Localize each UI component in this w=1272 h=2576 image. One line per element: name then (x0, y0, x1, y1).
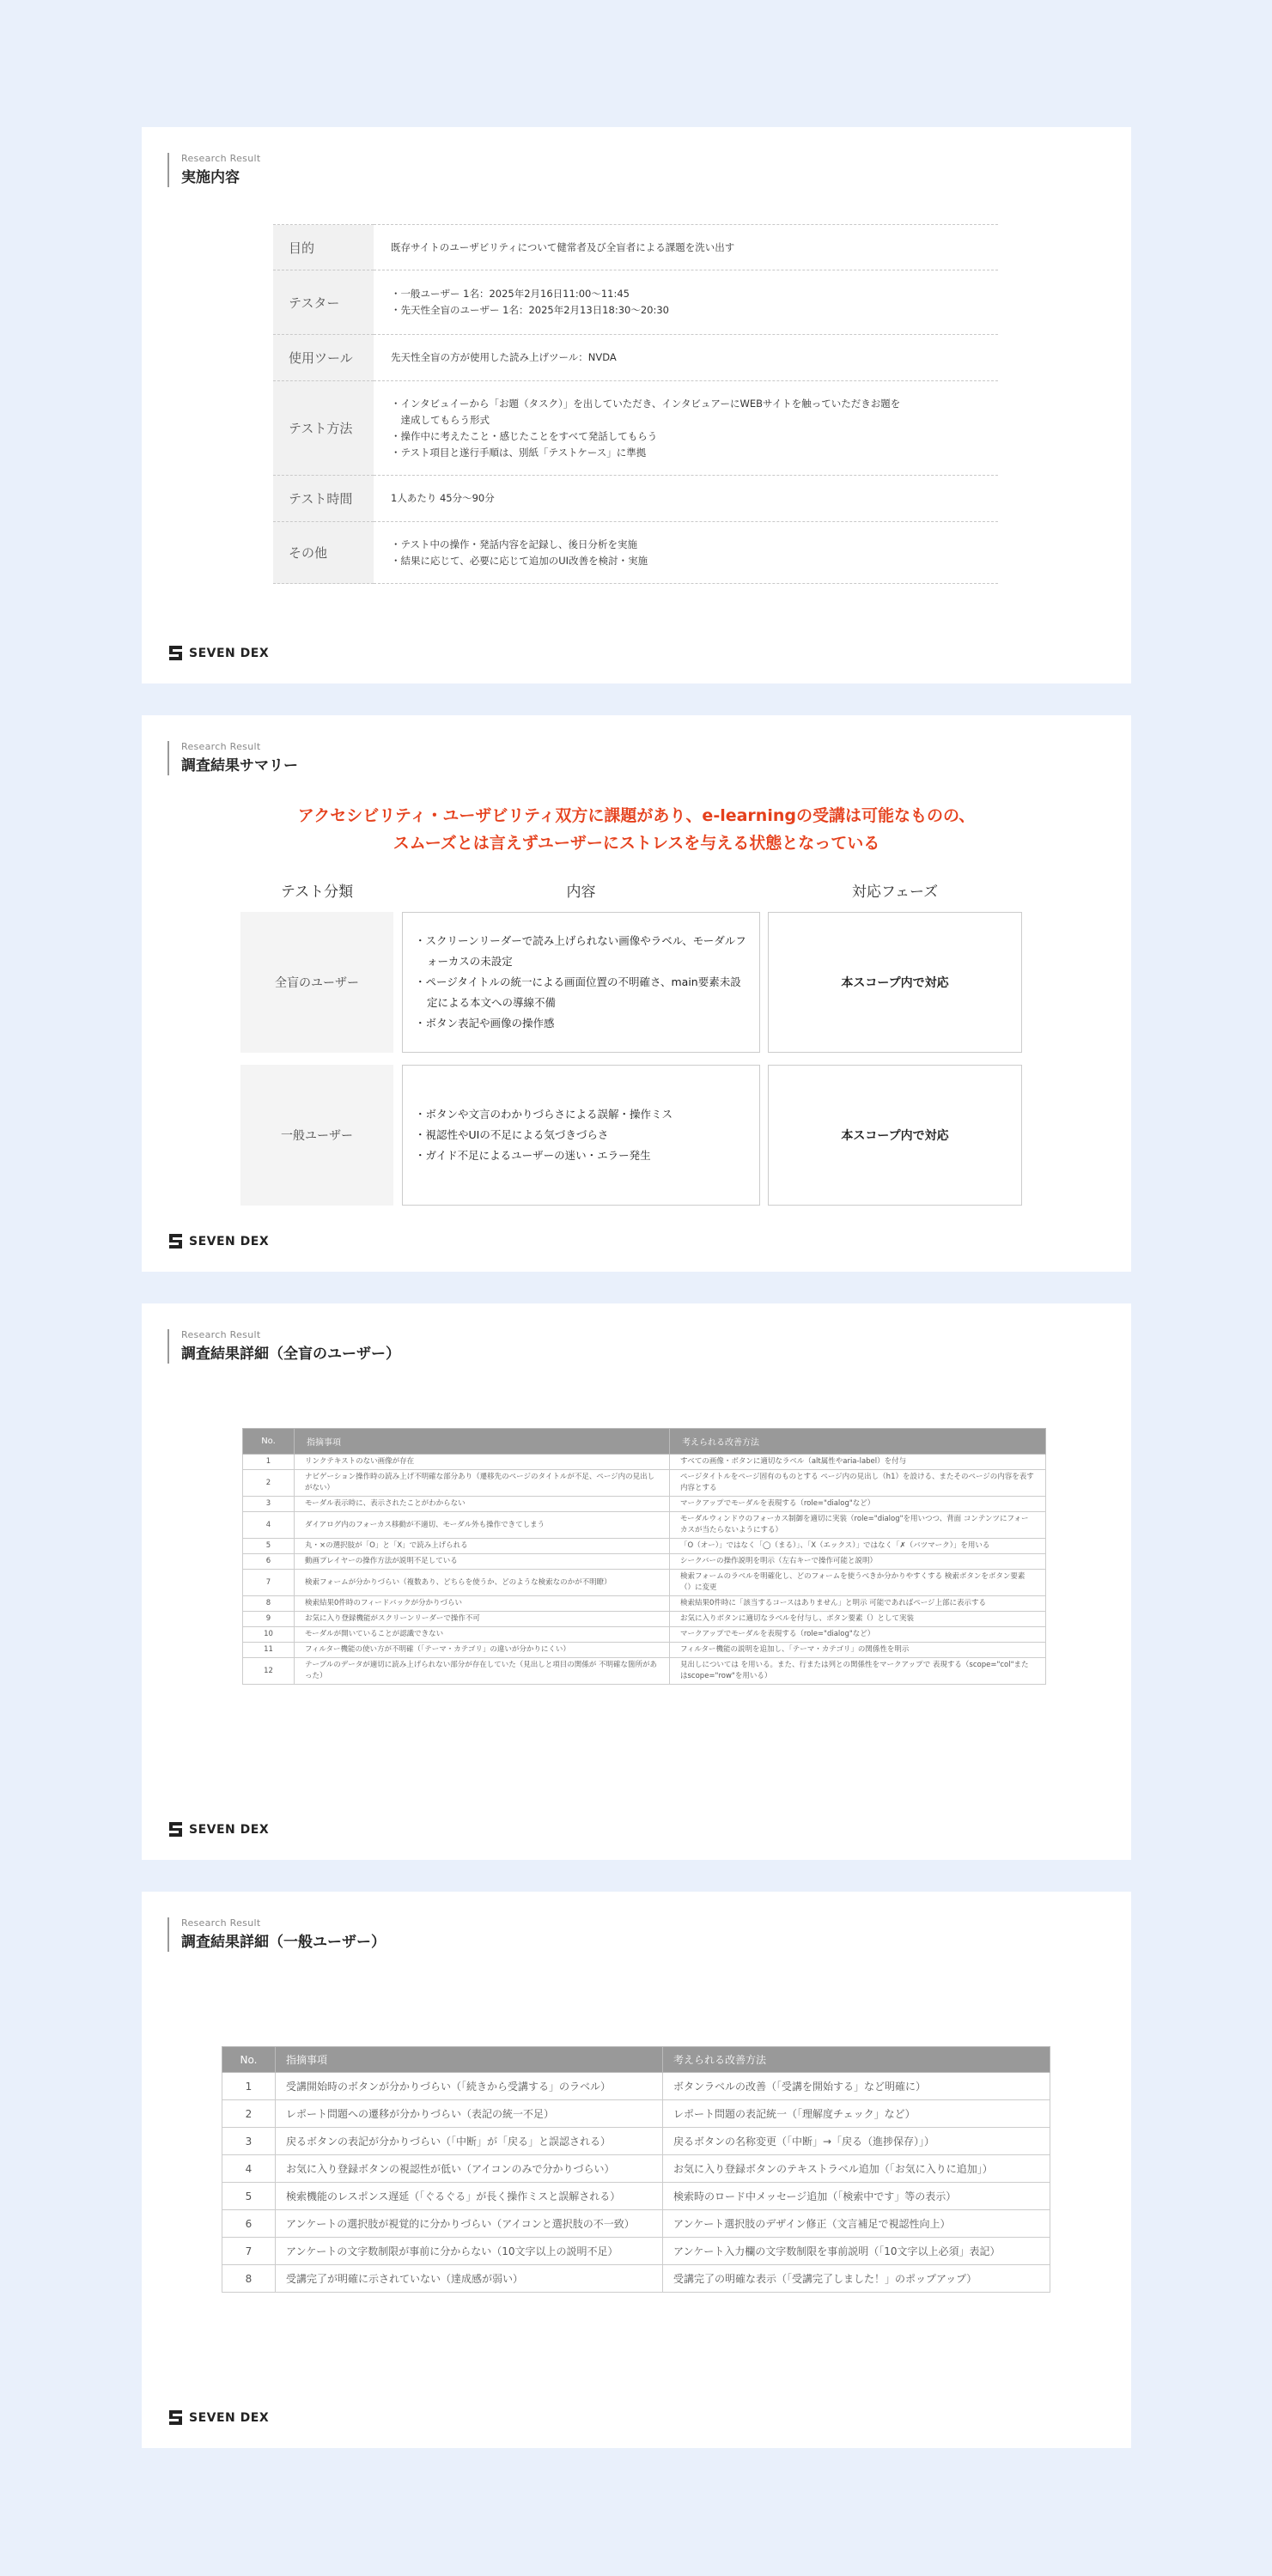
slide-title: 実施内容 (181, 169, 240, 186)
improvement-cell: 検索時のロード中メッセージ追加（「検索中です」等の表示） (663, 2183, 1050, 2210)
slide-subtitle: Research Result (181, 1917, 261, 1929)
list-item: ・視認性やUIの不足による気づきづらさ (415, 1128, 609, 1141)
row-number: 2 (243, 1470, 295, 1497)
row-line: ・先天性全盲のユーザー 1名：2025年2月13日18:30〜20:30 (391, 304, 669, 316)
row-number: 5 (243, 1539, 295, 1554)
category-blind-user: 全盲のユーザー (240, 912, 393, 1053)
row-label: 使用ツール (273, 335, 374, 381)
row-number: 4 (243, 1512, 295, 1539)
issue-cell: テーブルのデータが適切に読み上げられない部分が存在していた（見出しと項目の関係が 不明確な箇所があった） (295, 1658, 670, 1685)
row-number: 12 (243, 1658, 295, 1685)
row-number: 11 (243, 1643, 295, 1658)
table-row (243, 1554, 1046, 1570)
table-row (243, 1627, 1046, 1643)
improvement-cell: モーダルウィンドウのフォーカス制御を適切に実装（role="dialog"を用いつつ、背面 コンテンツにフォーカスが当たらないようにする） (670, 1512, 1046, 1539)
table-row (243, 1497, 1046, 1512)
row-number: 10 (243, 1627, 295, 1643)
column-header: No. (222, 2047, 276, 2073)
issue-cell: 丸・×の選択肢が「O」と「X」で読み上げられる (295, 1539, 670, 1554)
brand-logo (169, 2410, 269, 2425)
row-value (374, 270, 998, 335)
brand-name: SEVEN DEX (189, 1822, 270, 1837)
table-row (222, 2100, 1050, 2128)
brand-logo (169, 1234, 269, 1249)
table-row (222, 2210, 1050, 2238)
row-number: 2 (222, 2100, 276, 2128)
slide-header (167, 1329, 400, 1364)
row-line: 1人あたり 45分〜90分 (391, 492, 495, 504)
issue-cell: モーダルが開いていることが認識できない (295, 1627, 670, 1643)
detail-table-general (222, 2046, 1050, 2293)
column-header: 指摘事項 (276, 2047, 663, 2073)
phase-box: 本スコープ内で対応 (768, 912, 1022, 1053)
table-row (273, 381, 998, 476)
issue-cell: 検索フォームが分かりづらい（複数あり、どちらを使うか、どのような検索なのかが不明瞭） (295, 1570, 670, 1596)
row-number: 9 (243, 1612, 295, 1627)
row-value (374, 225, 998, 270)
issue-cell: 検索機能のレスポンス遅延（「ぐるぐる」が長く操作ミスと誤解される） (276, 2183, 663, 2210)
table-row (222, 2238, 1050, 2265)
improvement-cell: 戻るボタンの名称変更（「中断」→「戻る（進捗保存）」） (663, 2128, 1050, 2155)
row-value (374, 381, 998, 476)
improvement-cell: ページタイトルをページ固有のものとする ページ内の見出し（h1）を設ける、またそのページの内容を表す内容とする (670, 1470, 1046, 1497)
row-line: ・結果に応じて、必要に応じて追加のUI改善を検討・実施 (391, 554, 648, 567)
improvement-cell: 検索結果0件時に「該当するコースはありません」と明示 可能であればページ上部に表示する (670, 1596, 1046, 1612)
phase-box: 本スコープ内で対応 (768, 1065, 1022, 1206)
improvement-cell: ボタンラベルの改善（「受講を開始する」など明確に） (663, 2073, 1050, 2100)
slide-subtitle: Research Result (181, 153, 261, 164)
column-header: No. (243, 1429, 295, 1455)
brand-logo (169, 1822, 269, 1837)
slide-title: 調査結果詳細（全盲のユーザー） (181, 1346, 400, 1363)
improvement-cell: お気に入りボタンに適切なラベルを付与し、ボタン要素（）として実装 (670, 1612, 1046, 1627)
issue-cell: ナビゲーション操作時の読み上げ不明確な部分あり（遷移先のページのタイトルが不足、ページ内の見出しがない） (295, 1470, 670, 1497)
row-number: 7 (222, 2238, 276, 2265)
detail-table-blind (242, 1428, 1046, 1685)
row-line: ・テスト中の操作・発話内容を記録し、後日分析を実施 (391, 538, 638, 550)
table-row (222, 2183, 1050, 2210)
category-general-user: 一般ユーザー (240, 1065, 393, 1206)
improvement-cell: フィルター機能の説明を追加し、「テーマ・カテゴリ」の関係性を明示 (670, 1643, 1046, 1658)
row-value (374, 522, 998, 584)
headline-line: アクセシビリティ・ユーザビリティ双方に課題があり、e-learningの受講は可能なものの、 (297, 806, 976, 825)
row-line: ・一般ユーザー 1名：2025年2月16日11:00〜11:45 (391, 288, 630, 300)
issue-cell: リンクテキストのない画像が存在 (295, 1455, 670, 1470)
issue-cell: お気に入り登録ボタンの視認性が低い（アイコンのみで分かりづらい） (276, 2155, 663, 2183)
brand-name: SEVEN DEX (189, 2410, 270, 2425)
improvement-cell: すべての画像・ボタンに適切なラベル（alt属性やaria-label）を付与 (670, 1455, 1046, 1470)
row-line: ・操作中に考えたこと・感じたことをすべて発話してもらう (391, 429, 658, 442)
content-box (402, 1065, 760, 1206)
table-row (222, 2155, 1050, 2183)
list-item: ・スクリーンリーダーで読み上げられない画像やラベル、モーダルフォーカスの未設定 (415, 934, 746, 968)
slide-header (167, 153, 260, 187)
row-line: ・テスト項目と遂行手順は、別紙「テストケース」に準拠 (391, 446, 647, 459)
row-number: 4 (222, 2155, 276, 2183)
slide-implementation (142, 127, 1131, 683)
issue-cell: レポート問題への遷移が分かりづらい（表記の統一不足） (276, 2100, 663, 2128)
slide-detail-blind (142, 1303, 1131, 1860)
slide-subtitle: Research Result (181, 1329, 261, 1340)
implementation-table (273, 224, 998, 584)
column-header-phase: 対応フェーズ (851, 884, 939, 901)
row-line: ・インタビュイーから「お題（タスク）」を出していただき、インタビュアーにWEBサイトを触っていただきお題を (391, 397, 901, 410)
improvement-cell: 検索フォームのラベルを明確化し、どのフォームを使うべきか分かりやすくする 検索ボタンをボタン要素（）に変更 (670, 1570, 1046, 1596)
brand-name: SEVEN DEX (189, 1234, 270, 1249)
row-number: 6 (222, 2210, 276, 2238)
row-number: 8 (243, 1596, 295, 1612)
table-row (222, 2128, 1050, 2155)
issue-cell: モーダル表示時に、表示されたことがわからない (295, 1497, 670, 1512)
improvement-cell: マークアップでモーダルを表現する（role="dialog"など） (670, 1627, 1046, 1643)
improvement-cell: レポート問題の表記統一（「理解度チェック」など） (663, 2100, 1050, 2128)
table-row (243, 1512, 1046, 1539)
column-header-category: テスト分類 (280, 884, 354, 901)
row-number: 7 (243, 1570, 295, 1596)
seven-dex-logo-icon (169, 1822, 182, 1837)
improvement-cell: 見出しについては を用いる。また、行または列との関係性をマークアップで 表現する（scope="col"またはscope="row"を用いる） (670, 1658, 1046, 1685)
row-number: 3 (222, 2128, 276, 2155)
table-row (273, 225, 998, 270)
table-row (243, 1570, 1046, 1596)
row-number: 3 (243, 1497, 295, 1512)
row-number: 8 (222, 2265, 276, 2293)
row-number: 6 (243, 1554, 295, 1570)
row-line: 既存サイトのユーザビリティについて健常者及び全盲者による課題を洗い出す (391, 240, 735, 253)
column-header-content: 内容 (566, 884, 596, 901)
seven-dex-logo-icon (169, 2410, 182, 2425)
slide-title: 調査結果サマリー (181, 757, 298, 775)
table-header-row (222, 2047, 1050, 2073)
improvement-cell: 「O（オー）」ではなく「◯（まる）」、「X（エックス）」ではなく「✗（バツマーク）」を用いる (670, 1539, 1046, 1554)
table-row (243, 1643, 1046, 1658)
brand-name: SEVEN DEX (189, 646, 270, 660)
issue-cell: 受講開始時のボタンが分かりづらい（「続きから受講する」のラベル） (276, 2073, 663, 2100)
row-number: 5 (222, 2183, 276, 2210)
slide-detail-general (142, 1892, 1131, 2448)
table-header-row (243, 1429, 1046, 1455)
issue-cell: アンケートの文字数制限が事前に分からない（10文字以上の説明不足） (276, 2238, 663, 2265)
row-value (374, 335, 998, 381)
row-line: 先天性全盲の方が使用した読み上げツール：NVDA (391, 351, 617, 363)
list-item: ・ガイド不足によるユーザーの迷い・エラー発生 (415, 1149, 651, 1162)
issue-cell: フィルター機能の使い方が不明確（「テーマ・カテゴリ」の違いが分かりにくい） (295, 1643, 670, 1658)
issue-cell: 動画プレイヤーの操作方法が説明不足している (295, 1554, 670, 1570)
slide-title: 調査結果詳細（一般ユーザー） (181, 1934, 386, 1951)
improvement-cell: マークアップでモーダルを表現する（role="dialog"など） (670, 1497, 1046, 1512)
table-row (243, 1596, 1046, 1612)
table-row (243, 1612, 1046, 1627)
seven-dex-logo-icon (169, 1234, 182, 1249)
issue-cell: 検索結果0件時のフィードバックが分かりづらい (295, 1596, 670, 1612)
improvement-cell: アンケート選択肢のデザイン修正（文言補足で視認性向上） (663, 2210, 1050, 2238)
row-label: テスト方法 (273, 381, 374, 476)
row-number: 1 (243, 1455, 295, 1470)
row-label: 目的 (273, 225, 374, 270)
slide-subtitle: Research Result (181, 741, 261, 752)
issue-cell: ダイアログ内のフォーカス移動が不適切、モーダル外も操作できてしまう (295, 1512, 670, 1539)
row-label: テスト時間 (273, 476, 374, 522)
brand-logo (169, 646, 269, 660)
table-row (243, 1455, 1046, 1470)
column-header: 考えられる改善方法 (663, 2047, 1050, 2073)
issue-cell: 受講完了が明確に示されていない（達成感が弱い） (276, 2265, 663, 2293)
table-row (222, 2073, 1050, 2100)
list-item: ・ボタンや文言のわかりづらさによる誤解・操作ミス (415, 1108, 673, 1121)
issue-list (403, 931, 759, 1034)
table-row (273, 476, 998, 522)
improvement-cell: お気に入り登録ボタンのテキストラベル追加（「お気に入りに追加」） (663, 2155, 1050, 2183)
table-row (243, 1539, 1046, 1554)
row-number: 1 (222, 2073, 276, 2100)
list-item: ・ページタイトルの統一による画面位置の不明確さ、main要素未設定による本文への導線不備 (415, 975, 741, 1009)
row-label: その他 (273, 522, 374, 584)
table-row (273, 270, 998, 335)
row-line: 達成してもらう形式 (391, 413, 490, 426)
seven-dex-logo-icon (169, 646, 182, 660)
improvement-cell: アンケート入力欄の文字数制限を事前説明（「10文字以上必須」表記） (663, 2238, 1050, 2265)
issue-cell: アンケートの選択肢が視覚的に分かりづらい（アイコンと選択肢の不一致） (276, 2210, 663, 2238)
content-box (402, 912, 760, 1053)
table-row (273, 335, 998, 381)
column-header: 指摘事項 (295, 1429, 670, 1455)
headline-line: スムーズとは言えずユーザーにストレスを与える状態となっている (393, 834, 880, 853)
column-header: 考えられる改善方法 (670, 1429, 1046, 1455)
issue-cell: 戻るボタンの表記が分かりづらい（「中断」が「戻る」と誤認される） (276, 2128, 663, 2155)
table-row (243, 1470, 1046, 1497)
row-label: テスター (273, 270, 374, 335)
row-value (374, 476, 998, 522)
improvement-cell: 受講完了の明確な表示（「受講完了しました！」のポップアップ） (663, 2265, 1050, 2293)
table-row (243, 1658, 1046, 1685)
list-item: ・ボタン表記や画像の操作感 (415, 1017, 555, 1030)
slide-header (167, 1917, 386, 1952)
summary-headline (142, 802, 1131, 857)
table-row (273, 522, 998, 584)
issue-list (403, 1104, 685, 1166)
improvement-cell: シークバーの操作説明を明示（左右キーで操作可能と説明） (670, 1554, 1046, 1570)
table-row (222, 2265, 1050, 2293)
slide-header (167, 741, 298, 775)
slide-summary (142, 715, 1131, 1272)
issue-cell: お気に入り登録機能がスクリーンリーダーで操作不可 (295, 1612, 670, 1627)
